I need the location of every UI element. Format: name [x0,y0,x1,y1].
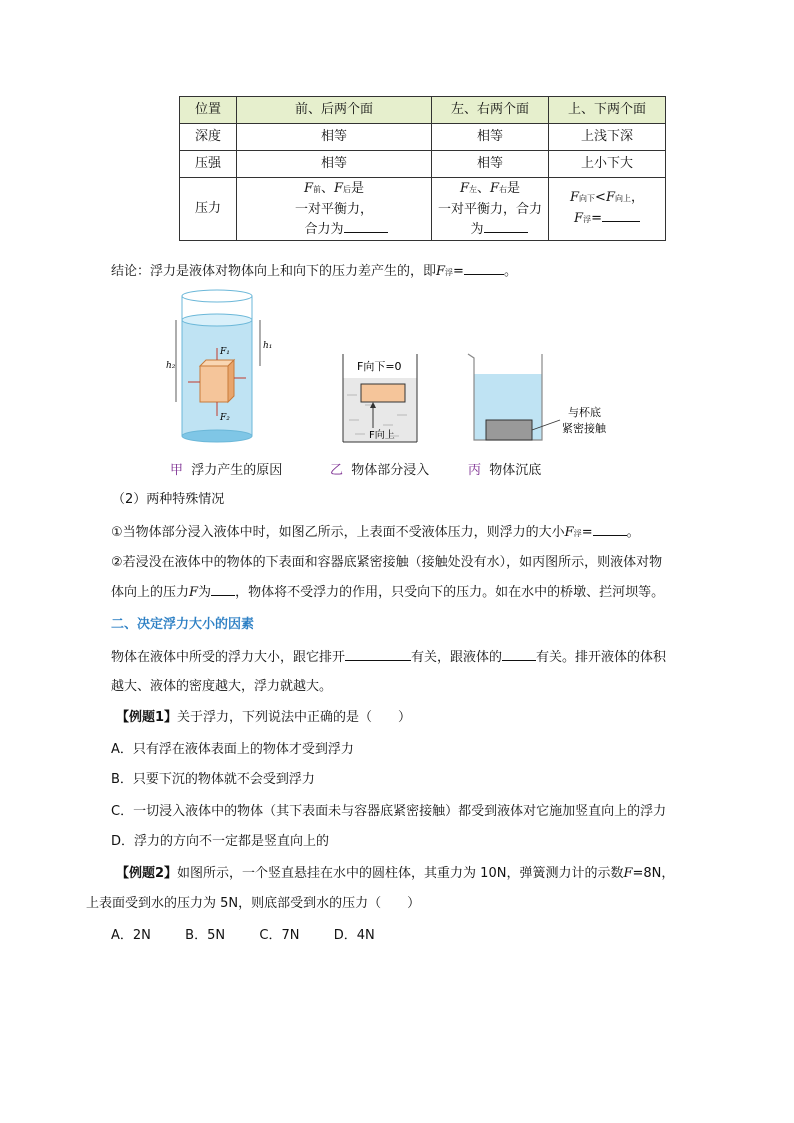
table-cell: 上小下大 [549,151,666,178]
symbol: F [334,180,344,196]
example1-question [116,708,411,728]
answer-blank[interactable] [502,648,536,661]
symbol: F [189,585,199,600]
symbol: F [436,264,446,279]
item-text: 物体在液体中所受的浮力大小，跟它排开 [111,650,346,665]
symbol: F [490,180,500,196]
cell-text: 是 [507,180,521,196]
figure-label: 丙 [468,463,482,478]
example1-option-a[interactable]: A．只有浮在液体表面上的物体才受到浮力 [111,742,354,757]
f1-label: F₁ [220,347,230,357]
special-item-2-line-2 [111,583,664,603]
symbol: F [459,180,469,196]
table-header-cell: 前、后两个面 [237,97,432,124]
answer-blank[interactable] [345,648,411,661]
caption-figure-b [330,459,429,478]
subscript: 向上 [614,194,631,203]
answer-blank[interactable] [602,209,640,222]
period: 。 [503,264,517,279]
item-text: 有关。排开液体的体积 [536,650,667,665]
cylinder-top [182,290,252,302]
example-tag: 【例题1】 [116,710,178,725]
cell-line [434,220,546,240]
example2-option-d[interactable]: D．4N [333,928,375,943]
subscript: 左 [468,184,477,194]
equals: = [581,525,593,540]
h1-label: h₁ [263,341,273,351]
table-cell: 压力 [180,178,237,241]
cell-line [434,179,546,200]
equals: = [453,264,464,279]
block [200,366,228,402]
table-cell: 相等 [432,151,549,178]
symbol: F [623,866,633,881]
up-force-label: F向上 [369,430,395,441]
period: 。 [626,525,640,540]
table-header-cell: 位置 [180,97,237,124]
example2-option-c[interactable]: C．7N [259,928,300,943]
water-surface [182,314,252,326]
f2-label: F₂ [220,413,230,423]
figure-sunk-object [462,350,622,446]
cell-line: 一对平衡力， [294,201,373,217]
symbol: F [574,211,584,226]
section2-line-1 [111,648,666,668]
cell-line [239,220,429,240]
subscript: 前 [312,184,321,194]
table-cell: 上浅下深 [549,124,666,151]
table-row-force [180,178,666,241]
item-text: 有关，跟液体的 [411,650,503,665]
pressure-comparison-table [179,96,666,241]
example2-options [111,926,375,946]
table-header-row [180,97,666,124]
subscript: 右 [499,184,508,194]
cell-text: 为 [470,221,484,237]
item-text: 体向上的压力 [111,585,190,600]
symbol: F [564,525,574,540]
subscript: 后 [343,184,352,194]
table-header-cell: 上、下两个面 [549,97,666,124]
conclusion-line [111,262,517,283]
question-text: =8N， [632,866,675,881]
table-cell: 相等 [432,124,549,151]
h2-label: h₂ [166,361,176,371]
cell-text: 是 [351,180,365,196]
conclusion-text: 结论：浮力是液体对物体向上和向下的压力差产生的，即 [111,264,437,279]
cell-line: 一对平衡力，合力 [437,201,542,217]
table-cell-force-lr [432,178,549,241]
cell-line [551,209,663,230]
top-force-label: F向下=0 [357,360,402,373]
subscript: 浮 [445,268,454,277]
floating-block [361,384,405,402]
cylinder-bottom [182,430,252,442]
caption-figure-c [468,459,541,478]
figure-label: 乙 [330,463,344,478]
caption-figure-a [170,459,282,478]
note-line-1: 与杯底 [568,406,601,419]
answer-blank[interactable] [344,220,388,233]
cell-line [551,188,663,209]
sunk-block [486,420,532,440]
figure-caption: 物体部分浸入 [351,463,430,478]
question-text: 关于浮力，下列说法中正确的是（ ） [177,710,412,725]
symbol: F [570,190,580,205]
separator: 、 [476,180,490,196]
section-heading: 二、决定浮力大小的因素 [111,617,255,632]
cell-text: 合力为 [304,221,344,237]
symbol: F [605,190,615,205]
example1-option-b[interactable]: B．只要下沉的物体就不会受到浮力 [111,772,315,787]
example2-option-a[interactable]: A．2N [111,928,151,943]
table-row-depth [180,124,666,151]
subscript: 向下 [579,194,596,203]
equals: = [591,211,602,226]
cell-line [239,179,429,200]
table-cell: 相等 [237,151,432,178]
figure-buoyancy-cause [160,286,280,446]
table-cell: 深度 [180,124,237,151]
symbol: F [303,180,313,196]
note-line-2: 紧密接触 [562,422,606,435]
table-cell-force-ud [549,178,666,241]
example2-line-1 [116,864,674,884]
special-cases-title: （2）两种特殊情况 [112,492,225,507]
section2-line-2: 越大、液体的密度越大，浮力就越大。 [111,679,333,694]
example2-option-b[interactable]: B．5N [185,928,226,943]
example2-line-2: 上表面受到水的压力为 5N，则底部受到水的压力（ ） [86,896,421,911]
item-text: ①当物体部分浸入液体中时，如图乙所示，上表面不受液体压力，则浮力的大小 [111,525,565,540]
answer-blank[interactable] [593,523,627,536]
example1-option-c[interactable]: C．一切浸入液体中的物体（其下表面未与容器底紧密接触）都受到液体对它施加竖直向上的浮力 [111,804,667,819]
figure-caption: 浮力产生的原因 [191,463,283,478]
item-text: ，物体将不受浮力的作用，只受向下的压力。如在水中的桥墩、拦河坝等。 [235,585,665,600]
question-text: 如图所示，一个竖直悬挂在水中的圆柱体，其重力为 10N，弹簧测力计的示数 [177,866,624,881]
answer-blank[interactable] [484,220,528,233]
subscript: 浮 [583,215,592,224]
figure-caption: 物体沉底 [489,463,542,478]
table-cell-force-fb [237,178,432,241]
answer-blank[interactable] [211,583,235,596]
answer-blank[interactable] [464,262,504,275]
item-text: 为 [198,585,212,600]
table-cell: 相等 [237,124,432,151]
special-item-2-line-1: ②若浸没在液体中的物体的下表面和容器底紧密接触（接触处没有水），如丙图所示，则液体对物 [111,555,663,570]
block-side [228,360,234,402]
example1-option-d[interactable]: D．浮力的方向不一定都是竖直向上的 [111,834,330,849]
example-tag: 【例题2】 [116,866,178,881]
figure-partial-immersion [335,350,425,446]
table-cell: 压强 [180,151,237,178]
special-item-1 [111,523,640,544]
cell-text: ， [630,190,644,205]
subscript: 浮 [573,529,582,538]
figure-label: 甲 [170,463,184,478]
relation: < [595,190,606,205]
table-header-cell: 左、右两个面 [432,97,549,124]
separator: 、 [320,180,334,196]
table-row-pressure [180,151,666,178]
